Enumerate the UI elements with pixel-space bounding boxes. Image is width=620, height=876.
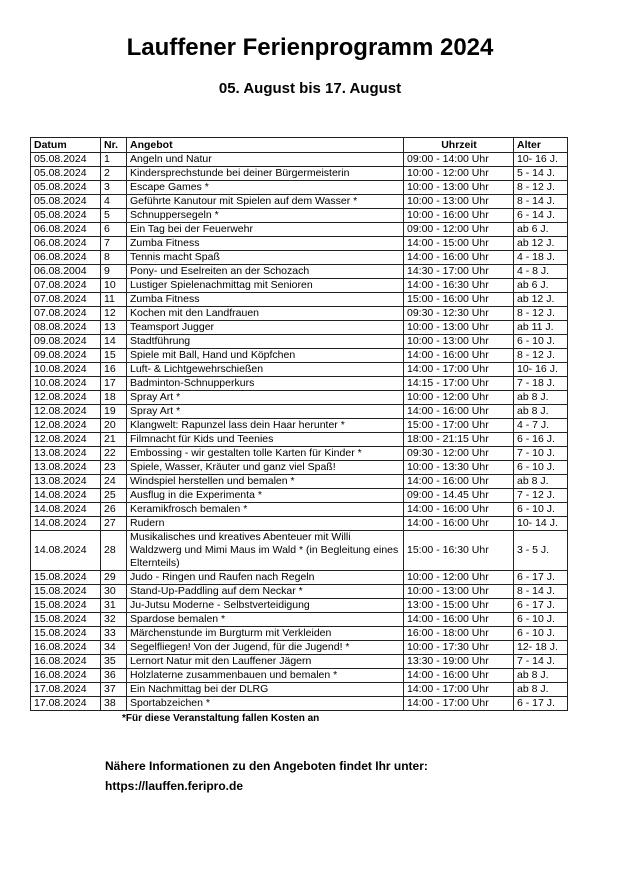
cell-offer: Luft- & Lichtgewehrschießen <box>127 363 404 377</box>
cell-time: 09:30 - 12:30 Uhr <box>404 307 514 321</box>
cell-age: ab 8 J. <box>514 475 568 489</box>
cell-offer: Angeln und Natur <box>127 153 404 167</box>
cell-date: 07.08.2024 <box>31 293 101 307</box>
cell-offer: Filmnacht für Kids und Teenies <box>127 433 404 447</box>
table-row <box>31 531 568 571</box>
cell-time: 10:00 - 16:00 Uhr <box>404 209 514 223</box>
cell-age: 10- 16 J. <box>514 153 568 167</box>
table-row <box>31 585 568 599</box>
table-row <box>31 195 568 209</box>
cell-date: 07.08.2024 <box>31 279 101 293</box>
cell-number: 23 <box>101 461 127 475</box>
cell-number: 21 <box>101 433 127 447</box>
cell-age: ab 6 J. <box>514 279 568 293</box>
cell-offer: Ausflug in die Experimenta * <box>127 489 404 503</box>
cell-number: 18 <box>101 391 127 405</box>
page-title: Lauffener Ferienprogramm 2024 <box>126 34 494 61</box>
cell-time: 09:00 - 14:00 Uhr <box>404 153 514 167</box>
cell-age: 6 - 17 J. <box>514 571 568 585</box>
cell-number: 15 <box>101 349 127 363</box>
cell-offer: Spiele, Wasser, Kräuter und ganz viel Spaß! <box>127 461 404 475</box>
cell-date: 17.08.2024 <box>31 697 101 711</box>
cell-offer: Badminton-Schnupperkurs <box>127 377 404 391</box>
cell-time: 10:00 - 13:30 Uhr <box>404 461 514 475</box>
cell-offer: Escape Games * <box>127 181 404 195</box>
cell-number: 16 <box>101 363 127 377</box>
table-row <box>31 321 568 335</box>
cell-age: ab 6 J. <box>514 223 568 237</box>
cell-time: 14:00 - 16:30 Uhr <box>404 279 514 293</box>
cell-number: 35 <box>101 655 127 669</box>
cell-date: 15.08.2024 <box>31 571 101 585</box>
cell-number: 30 <box>101 585 127 599</box>
cell-date: 14.08.2024 <box>31 489 101 503</box>
table-row <box>31 349 568 363</box>
cell-offer: Lustiger Spielenachmittag mit Senioren <box>127 279 404 293</box>
cell-age: 8 - 12 J. <box>514 181 568 195</box>
cell-date: 13.08.2024 <box>31 475 101 489</box>
cell-age: ab 8 J. <box>514 405 568 419</box>
cell-time: 14:00 - 16:00 Uhr <box>404 669 514 683</box>
cell-number: 11 <box>101 293 127 307</box>
cell-number: 3 <box>101 181 127 195</box>
cell-number: 4 <box>101 195 127 209</box>
cell-time: 13:00 - 15:00 Uhr <box>404 599 514 613</box>
cell-time: 14:30 - 17:00 Uhr <box>404 265 514 279</box>
cell-date: 16.08.2024 <box>31 669 101 683</box>
cell-number: 22 <box>101 447 127 461</box>
cell-time: 14:00 - 16:00 Uhr <box>404 251 514 265</box>
cell-number: 26 <box>101 503 127 517</box>
cell-date: 17.08.2024 <box>31 683 101 697</box>
table-row <box>31 265 568 279</box>
cell-offer: Kochen mit den Landfrauen <box>127 307 404 321</box>
cell-date: 15.08.2024 <box>31 613 101 627</box>
cell-age: 4 - 7 J. <box>514 419 568 433</box>
table-row <box>31 153 568 167</box>
table-row <box>31 489 568 503</box>
cell-number: 6 <box>101 223 127 237</box>
table-row <box>31 279 568 293</box>
info-text: Nähere Informationen zu den Angeboten findet Ihr unter: <box>105 759 428 773</box>
cell-offer: Rudern <box>127 517 404 531</box>
cell-number: 32 <box>101 613 127 627</box>
cell-date: 15.08.2024 <box>31 627 101 641</box>
cell-offer: Sportabzeichen * <box>127 697 404 711</box>
cell-age: ab 12 J. <box>514 237 568 251</box>
cell-time: 10:00 - 12:00 Uhr <box>404 571 514 585</box>
cell-age: ab 11 J. <box>514 321 568 335</box>
cell-offer: Märchenstunde im Burgturm mit Verkleiden <box>127 627 404 641</box>
cell-offer: Stadtführung <box>127 335 404 349</box>
cell-number: 28 <box>101 531 127 571</box>
table-row <box>31 683 568 697</box>
cell-date: 10.08.2024 <box>31 363 101 377</box>
table-row <box>31 669 568 683</box>
cell-offer: Judo - Ringen und Raufen nach Regeln <box>127 571 404 585</box>
cell-offer: Segelfliegen! Von der Jugend, für die Jugend! * <box>127 641 404 655</box>
cell-date: 16.08.2024 <box>31 641 101 655</box>
table-row <box>31 571 568 585</box>
cell-age: 8 - 14 J. <box>514 195 568 209</box>
cell-time: 10:00 - 13:00 Uhr <box>404 181 514 195</box>
cell-age: 6 - 14 J. <box>514 209 568 223</box>
cell-offer: Teamsport Jugger <box>127 321 404 335</box>
cell-time: 09:30 - 12:00 Uhr <box>404 447 514 461</box>
cell-offer: Kindersprechstunde bei deiner Bürgermeisterin <box>127 167 404 181</box>
cell-date: 06.08.2024 <box>31 251 101 265</box>
cell-time: 14:00 - 17:00 Uhr <box>404 697 514 711</box>
cell-date: 05.08.2024 <box>31 181 101 195</box>
cell-offer: Ein Nachmittag bei der DLRG <box>127 683 404 697</box>
cell-time: 14:00 - 16:00 Uhr <box>404 503 514 517</box>
cell-offer: Schnuppersegeln * <box>127 209 404 223</box>
cell-offer: Geführte Kanutour mit Spielen auf dem Wasser * <box>127 195 404 209</box>
cell-offer: Pony- und Eselreiten an der Schozach <box>127 265 404 279</box>
cell-offer: Zumba Fitness <box>127 293 404 307</box>
cell-number: 9 <box>101 265 127 279</box>
table-row <box>31 641 568 655</box>
table-row <box>31 307 568 321</box>
cell-age: ab 8 J. <box>514 669 568 683</box>
cell-number: 10 <box>101 279 127 293</box>
cell-date: 05.08.2024 <box>31 167 101 181</box>
table-row <box>31 697 568 711</box>
column-header-offer: Angebot <box>127 138 404 153</box>
cell-time: 14:00 - 16:00 Uhr <box>404 613 514 627</box>
cell-date: 12.08.2024 <box>31 391 101 405</box>
cell-date: 12.08.2024 <box>31 433 101 447</box>
cell-age: 6 - 10 J. <box>514 503 568 517</box>
cell-age: 6 - 10 J. <box>514 461 568 475</box>
cell-time: 10:00 - 13:00 Uhr <box>404 321 514 335</box>
cell-date: 06.08.2004 <box>31 265 101 279</box>
column-header-date: Datum <box>31 138 101 153</box>
info-url-link[interactable]: https://lauffen.feripro.de <box>105 779 243 793</box>
cell-time: 10:00 - 13:00 Uhr <box>404 585 514 599</box>
cell-time: 14:00 - 16:00 Uhr <box>404 475 514 489</box>
cell-number: 20 <box>101 419 127 433</box>
cell-offer: Spiele mit Ball, Hand und Köpfchen <box>127 349 404 363</box>
cell-number: 2 <box>101 167 127 181</box>
cell-number: 24 <box>101 475 127 489</box>
table-row <box>31 167 568 181</box>
cell-offer: Klangwelt: Rapunzel lass dein Haar herunter * <box>127 419 404 433</box>
cell-time: 15:00 - 16:30 Uhr <box>404 531 514 571</box>
cell-offer: Ein Tag bei der Feuerwehr <box>127 223 404 237</box>
table-row <box>31 433 568 447</box>
cell-age: 3 - 5 J. <box>514 531 568 571</box>
cell-offer: Keramikfrosch bemalen * <box>127 503 404 517</box>
cell-age: 7 - 12 J. <box>514 489 568 503</box>
cell-age: 7 - 18 J. <box>514 377 568 391</box>
cell-number: 14 <box>101 335 127 349</box>
cell-date: 13.08.2024 <box>31 461 101 475</box>
cell-date: 09.08.2024 <box>31 335 101 349</box>
cell-number: 8 <box>101 251 127 265</box>
table-row <box>31 293 568 307</box>
cell-age: ab 8 J. <box>514 391 568 405</box>
cell-date: 09.08.2024 <box>31 349 101 363</box>
table-row <box>31 613 568 627</box>
cell-age: 8 - 12 J. <box>514 307 568 321</box>
table-row <box>31 447 568 461</box>
cell-time: 14:00 - 16:00 Uhr <box>404 405 514 419</box>
cell-date: 13.08.2024 <box>31 447 101 461</box>
cell-offer: Spray Art * <box>127 391 404 405</box>
cell-number: 38 <box>101 697 127 711</box>
cell-age: 6 - 17 J. <box>514 599 568 613</box>
table-row <box>31 335 568 349</box>
cell-offer: Windspiel herstellen und bemalen * <box>127 475 404 489</box>
cell-age: 12- 18 J. <box>514 641 568 655</box>
cell-time: 18:00 - 21:15 Uhr <box>404 433 514 447</box>
cell-time: 14:00 - 17:00 Uhr <box>404 683 514 697</box>
cell-age: 8 - 12 J. <box>514 349 568 363</box>
cell-offer: Embossing - wir gestalten tolle Karten für Kinder * <box>127 447 404 461</box>
table-body <box>31 153 568 711</box>
cell-number: 5 <box>101 209 127 223</box>
cell-number: 34 <box>101 641 127 655</box>
table-row <box>31 627 568 641</box>
table-row <box>31 405 568 419</box>
cell-age: ab 12 J. <box>514 293 568 307</box>
table-row <box>31 209 568 223</box>
table-header-row <box>31 138 568 153</box>
table-row <box>31 377 568 391</box>
cell-offer: Spray Art * <box>127 405 404 419</box>
table-row <box>31 475 568 489</box>
cell-number: 31 <box>101 599 127 613</box>
cell-time: 10:00 - 12:00 Uhr <box>404 391 514 405</box>
table-row <box>31 655 568 669</box>
cell-offer: Spardose bemalen * <box>127 613 404 627</box>
cell-date: 12.08.2024 <box>31 405 101 419</box>
cell-date: 06.08.2024 <box>31 237 101 251</box>
cell-number: 33 <box>101 627 127 641</box>
cell-number: 25 <box>101 489 127 503</box>
program-table <box>30 137 568 711</box>
cell-offer: Stand-Up-Paddling auf dem Neckar * <box>127 585 404 599</box>
cell-number: 37 <box>101 683 127 697</box>
cost-footnote: *Für diese Veranstaltung fallen Kosten an <box>122 713 320 724</box>
cell-age: 4 - 18 J. <box>514 251 568 265</box>
cell-age: 6 - 10 J. <box>514 335 568 349</box>
cell-time: 14:15 - 17:00 Uhr <box>404 377 514 391</box>
column-header-time: Uhrzeit <box>404 138 514 153</box>
cell-age: 10- 14 J. <box>514 517 568 531</box>
cell-offer: Holzlaterne zusammenbauen und bemalen * <box>127 669 404 683</box>
cell-date: 08.08.2024 <box>31 321 101 335</box>
cell-date: 14.08.2024 <box>31 503 101 517</box>
cell-age: ab 8 J. <box>514 683 568 697</box>
cell-date: 05.08.2024 <box>31 195 101 209</box>
table-row <box>31 517 568 531</box>
cell-age: 4 - 8 J. <box>514 265 568 279</box>
table-row <box>31 223 568 237</box>
table-row <box>31 251 568 265</box>
cell-time: 14:00 - 15:00 Uhr <box>404 237 514 251</box>
cell-number: 19 <box>101 405 127 419</box>
cell-date: 14.08.2024 <box>31 517 101 531</box>
table-row <box>31 237 568 251</box>
column-header-number: Nr. <box>101 138 127 153</box>
cell-time: 15:00 - 17:00 Uhr <box>404 419 514 433</box>
cell-time: 09:00 - 14.45 Uhr <box>404 489 514 503</box>
table-row <box>31 363 568 377</box>
cell-age: 8 - 14 J. <box>514 585 568 599</box>
cell-date: 05.08.2024 <box>31 209 101 223</box>
cell-date: 05.08.2024 <box>31 153 101 167</box>
cell-time: 16:00 - 18:00 Uhr <box>404 627 514 641</box>
cell-number: 1 <box>101 153 127 167</box>
cell-time: 10:00 - 13:00 Uhr <box>404 195 514 209</box>
cell-date: 06.08.2024 <box>31 223 101 237</box>
cell-time: 14:00 - 16:00 Uhr <box>404 349 514 363</box>
cell-number: 12 <box>101 307 127 321</box>
cell-offer: Musikalisches und kreatives Abenteuer mit Willi Waldzwerg und Mimi Maus im Wald * (in Begleitung eines Elternteils) <box>127 531 404 571</box>
table-row <box>31 419 568 433</box>
cell-age: 5 - 14 J. <box>514 167 568 181</box>
column-header-age: Alter <box>514 138 568 153</box>
cell-time: 10:00 - 13:00 Uhr <box>404 335 514 349</box>
cell-offer: Tennis macht Spaß <box>127 251 404 265</box>
cell-date: 16.08.2024 <box>31 655 101 669</box>
cell-time: 14:00 - 17:00 Uhr <box>404 363 514 377</box>
cell-age: 6 - 10 J. <box>514 627 568 641</box>
page-subtitle: 05. August bis 17. August <box>218 80 402 97</box>
cell-number: 7 <box>101 237 127 251</box>
table-row <box>31 461 568 475</box>
cell-date: 10.08.2024 <box>31 377 101 391</box>
cell-age: 6 - 10 J. <box>514 613 568 627</box>
cell-number: 29 <box>101 571 127 585</box>
cell-time: 13:30 - 19:00 Uhr <box>404 655 514 669</box>
cell-time: 10:00 - 12:00 Uhr <box>404 167 514 181</box>
cell-date: 15.08.2024 <box>31 585 101 599</box>
cell-age: 6 - 17 J. <box>514 697 568 711</box>
cell-number: 27 <box>101 517 127 531</box>
cell-date: 07.08.2024 <box>31 307 101 321</box>
cell-time: 10:00 - 17:30 Uhr <box>404 641 514 655</box>
cell-age: 7 - 10 J. <box>514 447 568 461</box>
cell-time: 14:00 - 16:00 Uhr <box>404 517 514 531</box>
table-row <box>31 503 568 517</box>
info-block <box>105 756 428 796</box>
cell-date: 12.08.2024 <box>31 419 101 433</box>
cell-age: 6 - 16 J. <box>514 433 568 447</box>
cell-number: 36 <box>101 669 127 683</box>
table-row <box>31 181 568 195</box>
cell-offer: Lernort Natur mit den Lauffener Jägern <box>127 655 404 669</box>
cell-number: 13 <box>101 321 127 335</box>
cell-age: 7 - 14 J. <box>514 655 568 669</box>
cell-date: 14.08.2024 <box>31 531 101 571</box>
cell-offer: Zumba Fitness <box>127 237 404 251</box>
cell-offer: Ju-Jutsu Moderne - Selbstverteidigung <box>127 599 404 613</box>
cell-time: 15:00 - 16:00 Uhr <box>404 293 514 307</box>
cell-date: 15.08.2024 <box>31 599 101 613</box>
cell-time: 09:00 - 12:00 Uhr <box>404 223 514 237</box>
cell-age: 10- 16 J. <box>514 363 568 377</box>
cell-number: 17 <box>101 377 127 391</box>
table-row <box>31 599 568 613</box>
table-row <box>31 391 568 405</box>
